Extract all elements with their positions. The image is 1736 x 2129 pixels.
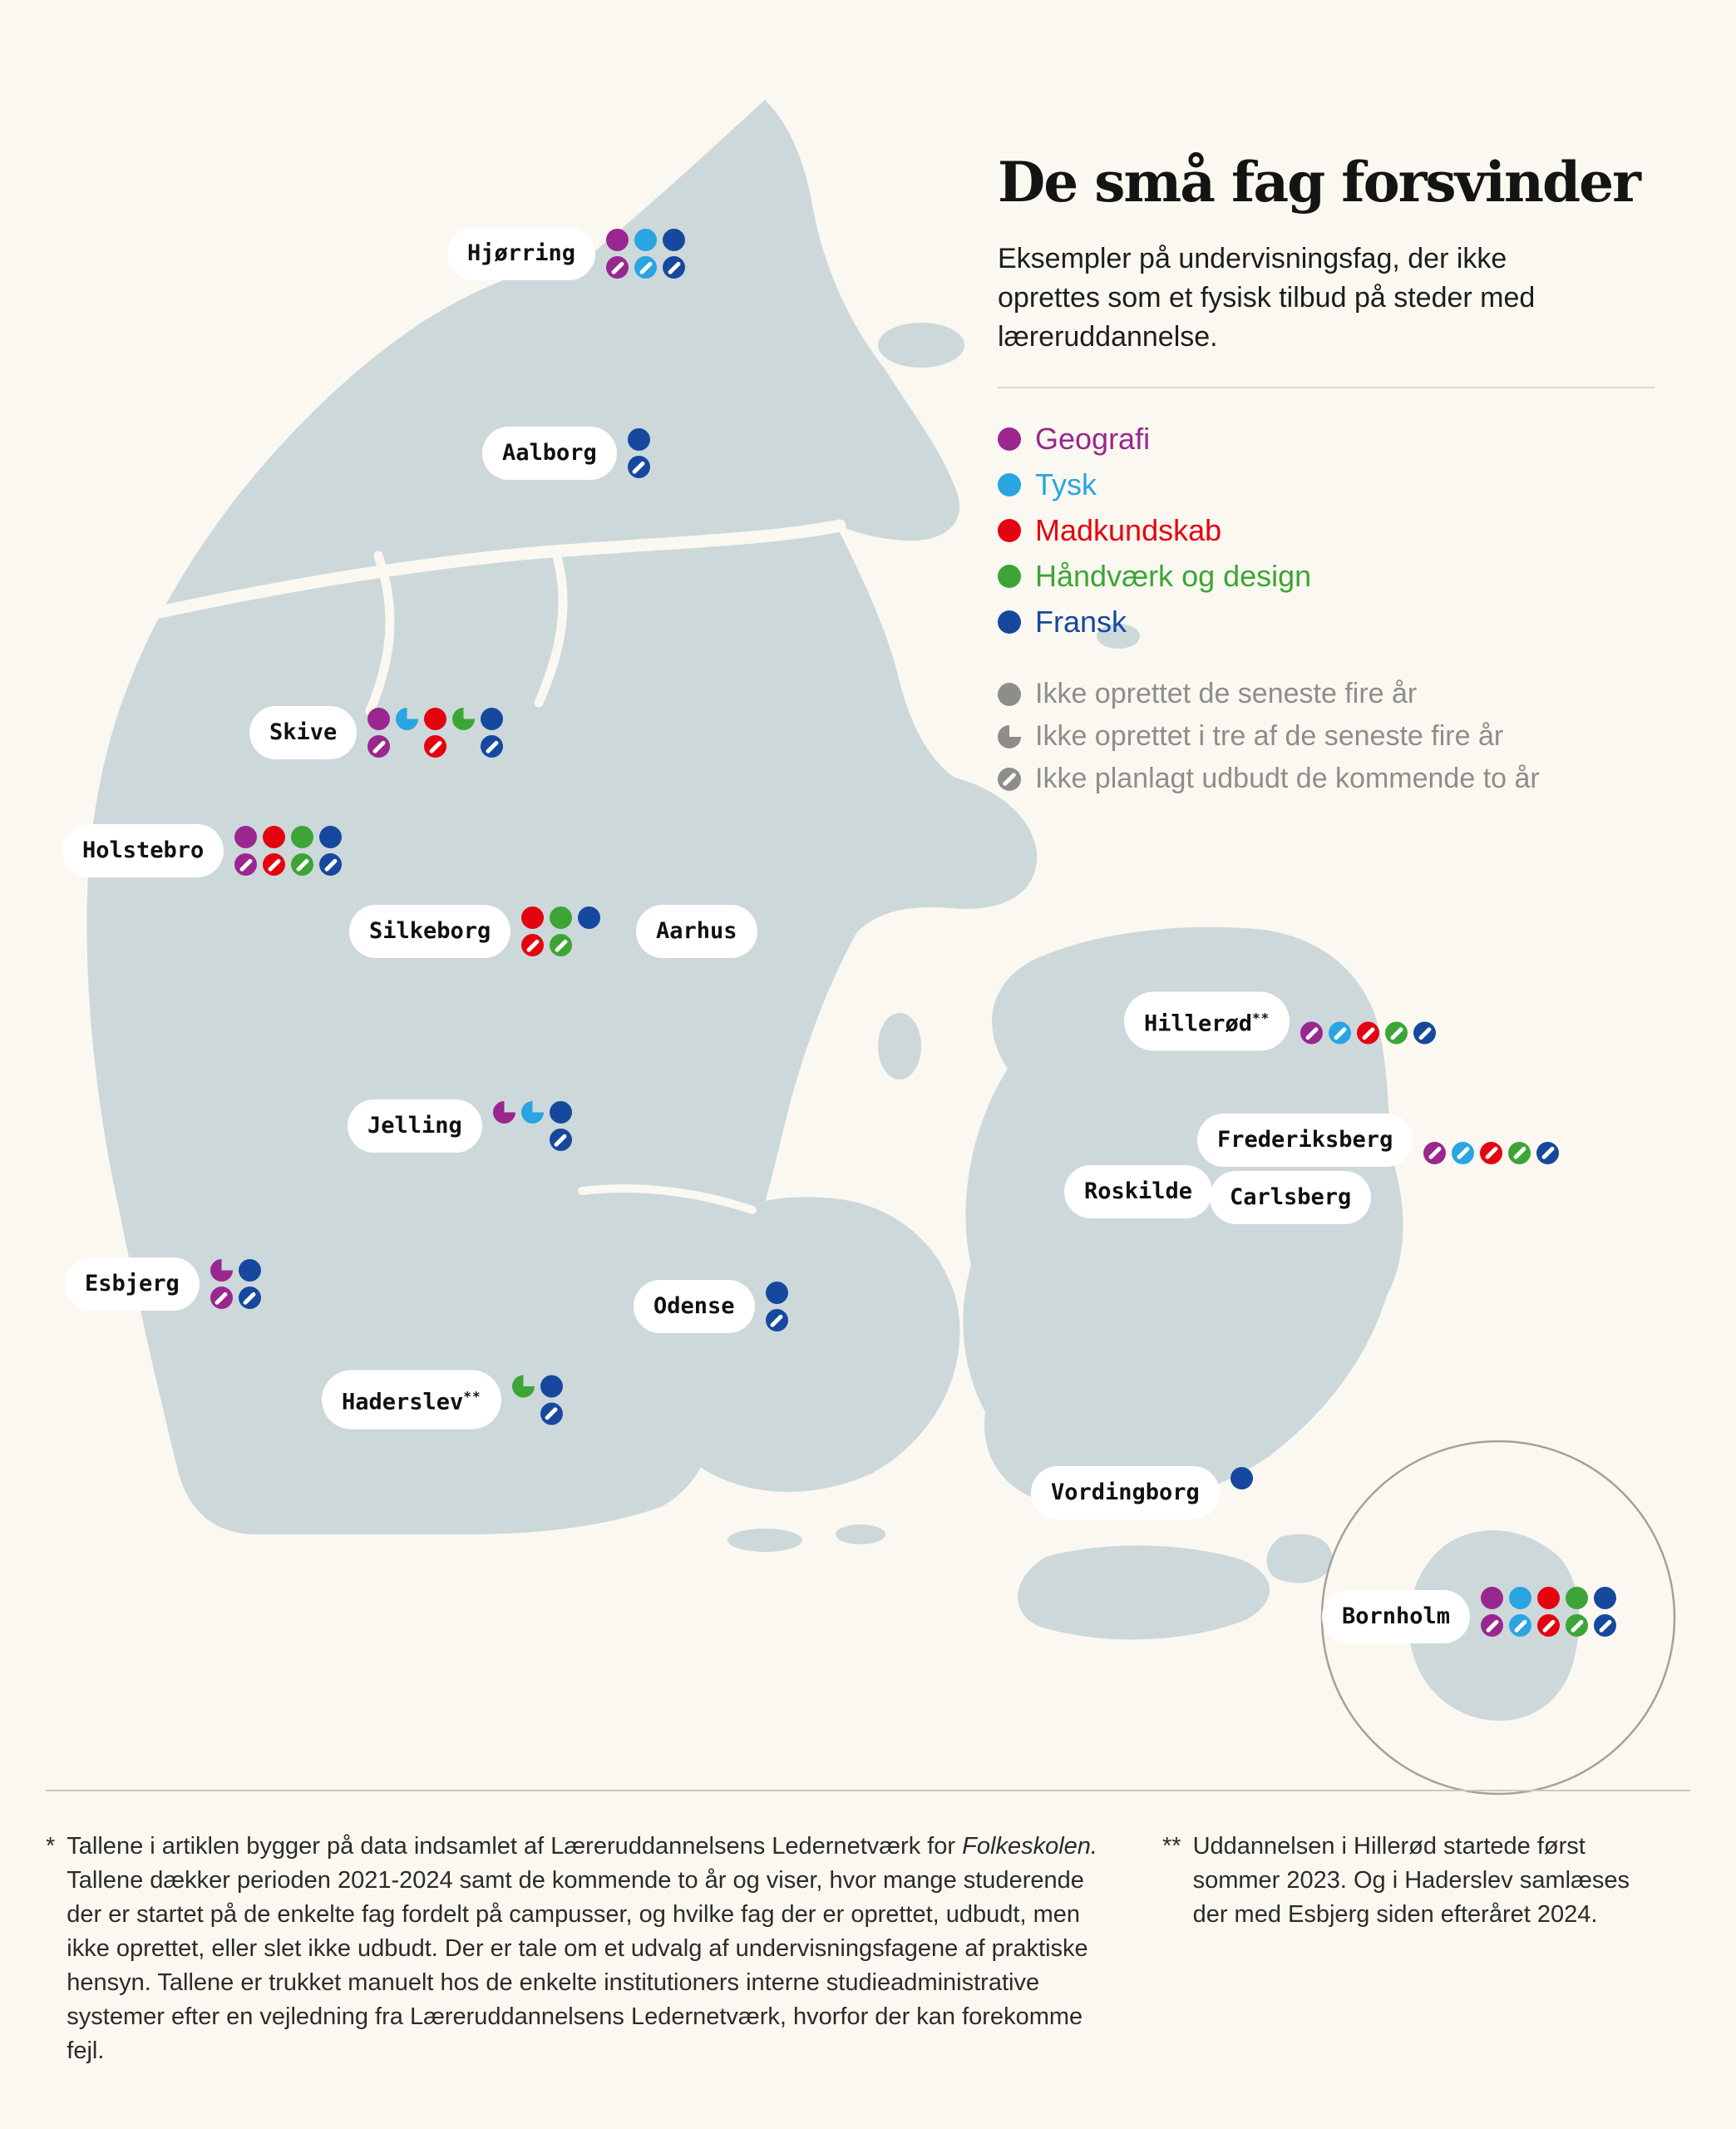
tysk-full-marker	[634, 229, 657, 251]
haandvaerk-full-marker	[1566, 1587, 1588, 1609]
footnote-left-text-2: Tallene dækker perioden 2021-2024 samt de kommende to år og viser, hvor mange studerende der er startet på de enkelte fag fordelt på campusser, og hvilke fag der er oprettet, udbudt, men ikke oprettet, eller slet ikke udbudt. Der er tale om et udvalg af undervisningsfagene af praktiske hensyn. Tallene er trukket manuelt hos de enkelte institutioners interne studieadministrative systemer efter en vejledning fra Læreruddannelsens Ledernetværk, hvorfor der kan forekomme fejl.	[67, 1867, 1088, 2064]
city-label: Bornholm	[1322, 1590, 1470, 1643]
city-markers	[766, 1282, 788, 1331]
fransk-marker-column	[663, 229, 685, 279]
madkundskab-slashed-marker	[521, 934, 544, 956]
fransk-marker-column	[628, 428, 650, 478]
footnote-right	[1162, 1830, 1661, 1932]
footnote-left-italic: Folkeskolen.	[962, 1833, 1097, 1860]
madkundskab-full-marker	[521, 906, 544, 929]
tysk-marker-column	[1329, 1022, 1351, 1045]
footnote-reference: **	[463, 1388, 481, 1405]
tysk-slashed-marker	[1509, 1614, 1531, 1637]
geografi-slashed-marker	[210, 1287, 233, 1309]
haandvaerk-marker-column	[550, 906, 572, 956]
madkundskab-marker-column	[1357, 1022, 1379, 1045]
geografi-marker-column	[234, 826, 257, 876]
city-hjorring	[447, 227, 685, 280]
geografi-marker-column	[1481, 1587, 1503, 1637]
fransk-marker-column	[540, 1375, 563, 1425]
geografi-full-marker	[234, 826, 257, 848]
fransk-full-marker	[319, 826, 342, 848]
fransk-slashed-marker	[663, 256, 685, 279]
madkundskab-full-marker	[424, 708, 446, 730]
fransk-marker-column	[1594, 1587, 1616, 1637]
madkundskab-marker-column	[521, 906, 544, 956]
geografi-slashed-marker	[1423, 1142, 1446, 1164]
haandvaerk-slashed-marker	[1385, 1022, 1408, 1045]
city-label: Silkeborg	[349, 905, 510, 958]
haandvaerk-full-marker	[550, 906, 572, 929]
city-label: Roskilde	[1064, 1165, 1212, 1218]
city-markers	[1423, 1142, 1559, 1164]
city-skive	[249, 706, 503, 759]
city-label: Esbjerg	[65, 1257, 200, 1311]
fransk-slashed-marker	[239, 1287, 261, 1309]
fransk-full-marker	[481, 708, 503, 730]
city-holstebro	[62, 824, 342, 877]
city-markers	[628, 428, 650, 478]
fransk-full-marker	[550, 1101, 572, 1124]
fransk-marker-column	[1536, 1142, 1559, 1164]
city-odense	[634, 1280, 788, 1333]
geografi-marker-column	[1423, 1142, 1446, 1164]
fransk-slashed-marker	[1536, 1142, 1559, 1164]
geografi-slashed-marker	[367, 735, 390, 758]
fransk-full-marker	[1594, 1587, 1616, 1609]
tysk-slashed-marker	[634, 256, 657, 279]
madkundskab-marker-column	[1537, 1587, 1560, 1637]
footnote-left-marker: *	[46, 1833, 56, 1860]
tysk-marker-column	[521, 1101, 544, 1151]
city-label: Skive	[249, 706, 357, 759]
city-markers	[1230, 1467, 1253, 1489]
page-subtitle: Eksempler på undervisningsfag, der ikke oprettes som et fysisk tilbud på steder med læreruddannelse.	[998, 243, 1536, 353]
fransk-full-marker	[1230, 1467, 1253, 1489]
fransk-slashed-marker	[319, 853, 342, 876]
fransk-slashed-marker	[550, 1129, 572, 1151]
city-markers	[367, 708, 503, 758]
legend-label-tysk: Tysk	[1035, 467, 1097, 501]
geografi-full-marker	[367, 708, 390, 730]
city-markers	[1300, 1022, 1436, 1045]
haandvaerk-marker-column	[1385, 1022, 1408, 1045]
geografi-marker-column	[367, 708, 390, 758]
geografi-marker-column	[210, 1259, 233, 1309]
footnote-left-text	[67, 1830, 1122, 2068]
madkundskab-slashed-marker	[1357, 1022, 1379, 1045]
city-label: Hjørring	[447, 227, 595, 280]
fransk-slashed-marker	[628, 456, 650, 478]
city-markers	[521, 906, 600, 956]
madkundskab-slashed-marker	[1480, 1142, 1502, 1164]
city-label: Frederiksberg	[1197, 1114, 1413, 1167]
madkundskab-full-marker	[1537, 1587, 1560, 1609]
fransk-marker-column	[481, 708, 503, 758]
city-silkeborg	[349, 905, 600, 958]
tysk-marker-column	[1509, 1587, 1531, 1637]
fransk-marker-column	[1230, 1467, 1253, 1489]
geografi-slashed-marker	[1300, 1022, 1323, 1045]
haandvaerk-marker-column	[452, 708, 475, 758]
city-label: Aarhus	[636, 905, 757, 958]
fransk-slashed-marker	[766, 1309, 788, 1331]
city-markers	[493, 1101, 572, 1151]
footnotes	[46, 1790, 1690, 2064]
madkundskab-marker-column	[263, 826, 285, 876]
footnote-reference: **	[1252, 1010, 1270, 1026]
madkundskab-marker-column	[1480, 1142, 1502, 1164]
fransk-full-marker	[663, 229, 685, 251]
symbol-legend-label: Ikke oprettet de seneste fire år	[1035, 678, 1418, 709]
fransk-marker-column	[1413, 1022, 1436, 1045]
fransk-marker-column	[578, 906, 600, 956]
city-markers	[512, 1375, 563, 1425]
geografi-tq-marker	[493, 1101, 515, 1124]
fransk-marker-column	[766, 1282, 788, 1331]
city-label: Vordingborg	[1031, 1466, 1220, 1519]
city-hillerod	[1124, 992, 1436, 1051]
legend-label-geografi: Geografi	[1035, 422, 1151, 456]
city-frederiksberg	[1197, 1114, 1559, 1167]
fransk-slashed-marker	[1594, 1614, 1616, 1637]
fransk-full-marker	[766, 1282, 788, 1304]
city-label: Holstebro	[62, 824, 224, 877]
footnote-left-text-1: Tallene i artiklen bygger på data indsamlet af Læreruddannelsens Ledernetværk for	[67, 1833, 963, 1860]
fransk-marker-column	[550, 1101, 572, 1151]
footnote-right-marker: **	[1162, 1833, 1181, 1860]
city-aalborg	[482, 427, 650, 480]
geografi-slashed-marker	[1481, 1614, 1503, 1637]
city-haderslev	[322, 1371, 563, 1430]
fransk-slashed-marker	[481, 735, 503, 758]
page-title: De små fag forsvinder	[998, 150, 1640, 215]
fransk-full-marker	[540, 1375, 563, 1397]
geografi-marker-column	[606, 229, 629, 279]
haandvaerk-marker-column	[291, 826, 313, 876]
city-roskilde	[1064, 1165, 1212, 1218]
city-label: Odense	[634, 1280, 755, 1333]
city-jelling	[348, 1099, 572, 1153]
legend-label-fransk: Fransk	[1035, 605, 1127, 639]
legend-label-haandvaerk: Håndværk og design	[1035, 559, 1312, 593]
haandvaerk-slashed-marker	[291, 853, 313, 876]
footnote-left	[46, 1830, 1122, 2068]
fransk-marker-column	[319, 826, 342, 876]
footnote-right-text: Uddannelsen i Hillerød startede først sommer 2023. Og i Haderslev samlæses der med Esbjerg siden efteråret 2024.	[1192, 1833, 1630, 1928]
tysk-tq-marker	[396, 708, 418, 730]
geografi-tq-marker	[210, 1259, 233, 1282]
city-markers	[606, 229, 685, 279]
haandvaerk-marker-column	[1508, 1142, 1531, 1164]
tysk-marker-column	[396, 708, 418, 758]
city-label: Haderslev**	[322, 1371, 501, 1430]
haandvaerk-slashed-marker	[550, 934, 572, 956]
geografi-full-marker	[1481, 1587, 1503, 1609]
tysk-slashed-marker	[1329, 1022, 1351, 1045]
city-carlsberg	[1210, 1171, 1371, 1224]
geografi-slashed-marker	[606, 256, 629, 279]
fransk-full-marker	[239, 1259, 261, 1282]
city-markers	[234, 826, 342, 876]
fransk-full-marker	[628, 428, 650, 451]
haandvaerk-tq-marker	[452, 708, 475, 730]
madkundskab-marker-column	[424, 708, 446, 758]
fransk-full-marker	[578, 906, 600, 929]
madkundskab-slashed-marker	[1537, 1614, 1560, 1637]
fransk-slashed-marker	[540, 1402, 563, 1425]
fransk-marker-column	[239, 1259, 261, 1309]
geografi-full-marker	[606, 229, 629, 251]
tysk-slashed-marker	[1452, 1142, 1474, 1164]
city-esbjerg	[65, 1257, 261, 1311]
city-label: Jelling	[348, 1099, 482, 1153]
haandvaerk-slashed-marker	[1508, 1142, 1531, 1164]
city-label: Carlsberg	[1210, 1171, 1371, 1224]
city-aarhus	[636, 905, 757, 958]
haandvaerk-marker-column	[1566, 1587, 1588, 1637]
haandvaerk-slashed-marker	[1566, 1614, 1588, 1637]
city-vordingborg	[1031, 1466, 1253, 1519]
geografi-slashed-marker	[234, 853, 257, 876]
tysk-tq-marker	[521, 1101, 544, 1124]
tysk-full-marker	[1509, 1587, 1531, 1609]
madkundskab-slashed-marker	[263, 853, 285, 876]
madkundskab-slashed-marker	[424, 735, 446, 758]
geografi-marker-column	[493, 1101, 515, 1151]
city-bornholm	[1322, 1590, 1616, 1643]
fransk-slashed-marker	[1413, 1022, 1436, 1045]
city-label: Aalborg	[482, 427, 617, 480]
symbol-legend-label: Ikke planlagt udbudt de kommende to år	[1035, 763, 1540, 794]
haandvaerk-tq-marker	[512, 1375, 535, 1397]
haandvaerk-full-marker	[291, 826, 313, 848]
legend-label-madkundskab: Madkundskab	[1035, 513, 1222, 547]
city-markers	[1481, 1587, 1616, 1637]
city-markers	[210, 1259, 261, 1309]
haandvaerk-marker-column	[512, 1375, 535, 1425]
madkundskab-full-marker	[263, 826, 285, 848]
tysk-marker-column	[634, 229, 657, 279]
tysk-marker-column	[1452, 1142, 1474, 1164]
geografi-marker-column	[1300, 1022, 1323, 1045]
city-label: Hillerød**	[1124, 992, 1290, 1051]
symbol-legend-label: Ikke oprettet i tre af de seneste fire år	[1035, 720, 1504, 752]
